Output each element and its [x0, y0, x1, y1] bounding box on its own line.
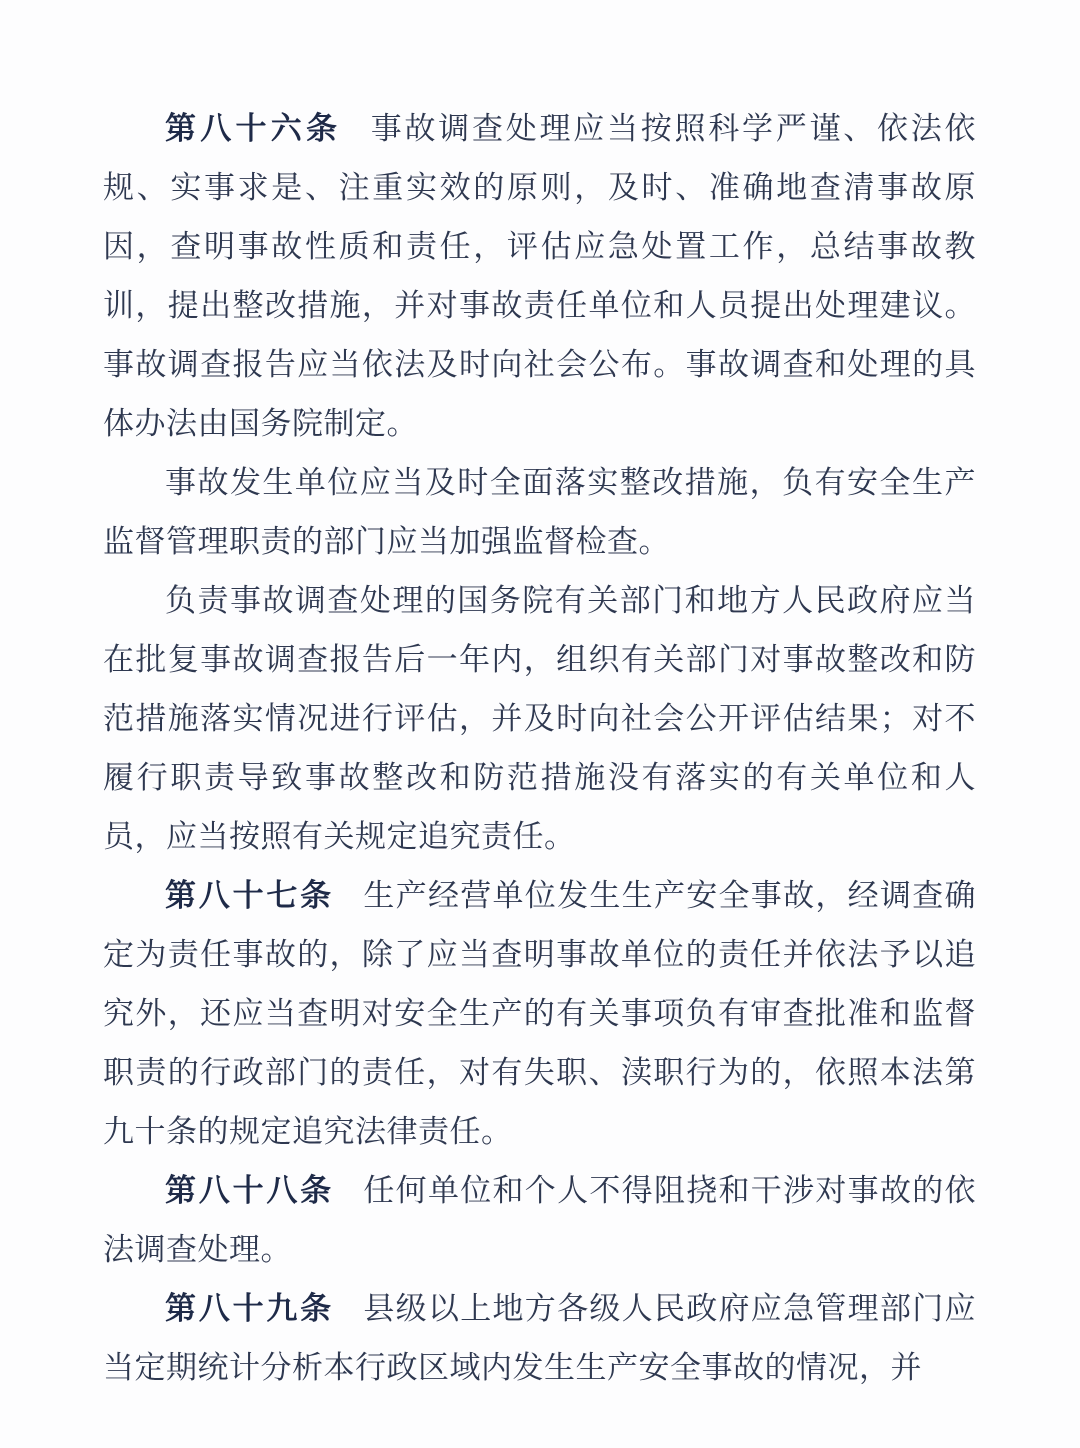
paragraph-text: 生产经营单位发生生产安全事故，经调查确定为责任事故的，除了应当查明事故单位的责任并依法予以追究外，还应当查明对安全生产的有关事项负有审查批准和监督职责的行政部门的责任，对有失职、渎职行为的，依照本法第九十条的规定追究法律责任。: [103, 878, 977, 1149]
paragraph-text: 事故调查处理应当按照科学严谨、依法依规、实事求是、注重实效的原则，及时、准确地查清事故原因，查明事故性质和责任，评估应急处置工作，总结事故教训，提出整改措施，并对事故责任单位和人员提出处理建议。事故调查报告应当依法及时向社会公布。事故调查和处理的具体办法由国务院制定。: [103, 111, 976, 441]
paragraph-text: 任何单位和个人不得阻挠和干涉对事故的依法调查处理。: [103, 1173, 977, 1267]
paragraph: [103, 866, 976, 1161]
paragraph-text: 负责事故调查处理的国务院有关部门和地方人民政府应当在批复事故调查报告后一年内，组织有关部门对事故整改和防范措施落实情况进行评估，并及时向社会公开评估结果；对不履行职责导致事故整改和防范措施没有落实的有关单位和人员，应当按照有关规定追究责任。: [103, 583, 976, 854]
paragraph: [103, 99, 976, 453]
article-number: 第八十七条: [165, 878, 334, 913]
article-number: 第八十九条: [165, 1291, 334, 1326]
paragraph-text: 事故发生单位应当及时全面落实整改措施，负有安全生产监督管理职责的部门应当加强监督检查。: [103, 465, 976, 559]
article-number: 第八十六条: [165, 111, 342, 146]
paragraph-text: 县级以上地方各级人民政府应急管理部门应当定期统计分析本行政区域内发生生产安全事故的情况，并: [103, 1291, 977, 1385]
paragraph: [103, 1161, 976, 1279]
paragraph: [103, 453, 976, 571]
article-number: 第八十八条: [165, 1173, 334, 1208]
paragraph: [103, 571, 976, 866]
paragraph: [103, 1279, 976, 1397]
